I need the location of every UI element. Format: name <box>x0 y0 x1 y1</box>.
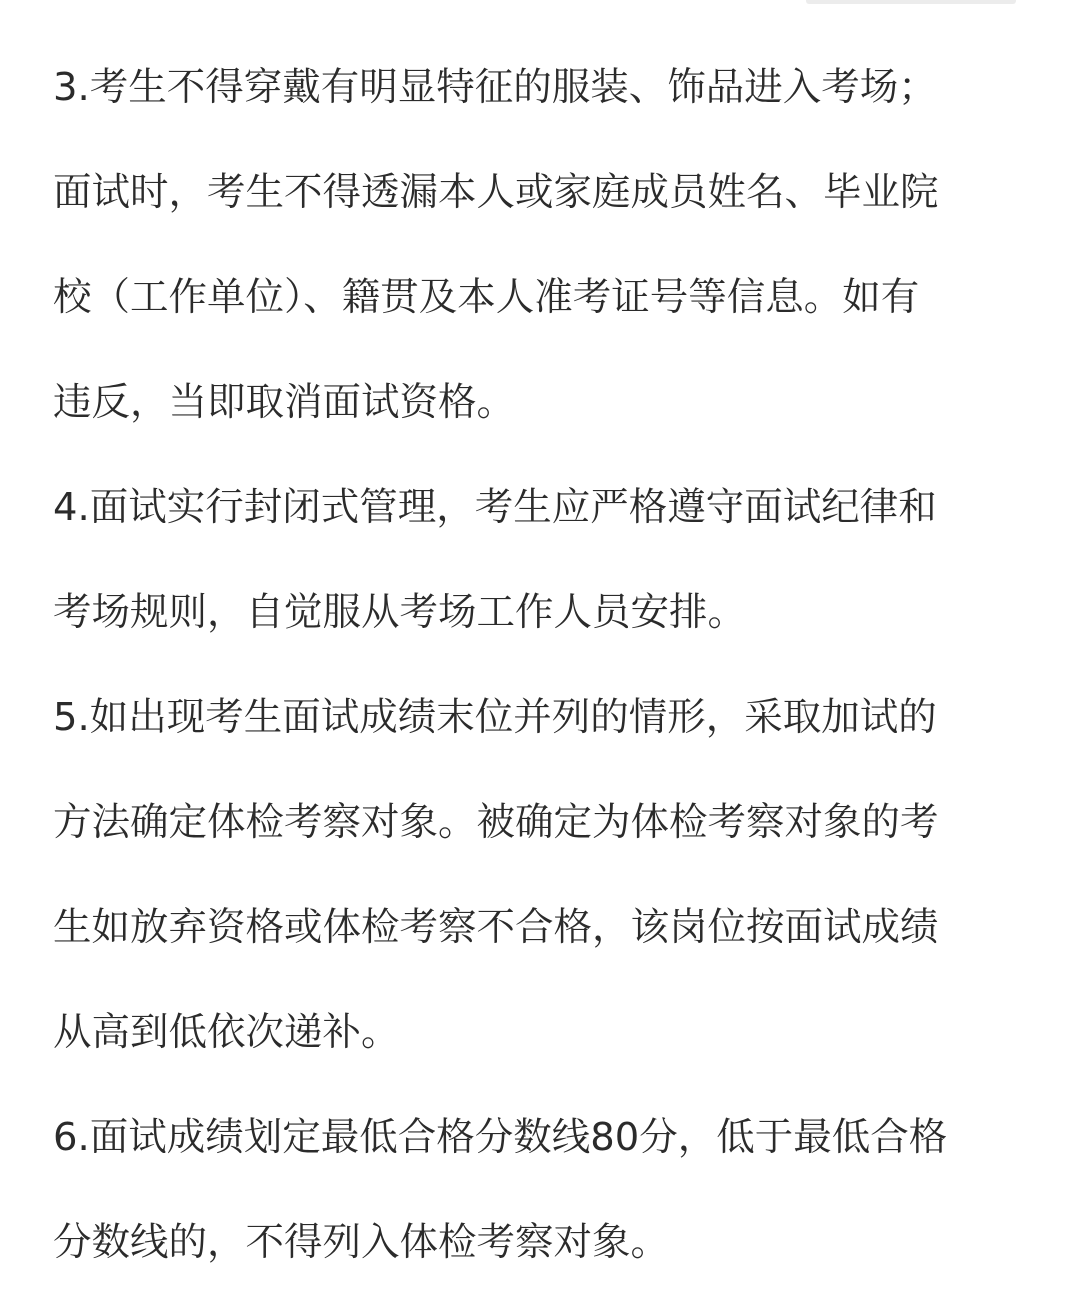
text-line: 从高到低依次递补。 <box>53 1010 400 1055</box>
text-line: 校（工作单位）、籍贯及本人准考证号等信息。如有 <box>53 275 920 320</box>
text-line: 面试时，考生不得透漏本人或家庭成员姓名、毕业院 <box>53 170 939 215</box>
text-line: 4.面试实行封闭式管理，考生应严格遵守面试纪律和 <box>53 485 937 530</box>
paragraph-rule-3 <box>53 35 1028 455</box>
paragraph-rule-5 <box>53 665 1028 1085</box>
paragraph-rule-4 <box>53 455 1028 665</box>
text-line: 5.如出现考生面试成绩末位并列的情形，采取加试的 <box>53 695 937 740</box>
text-line: 3.考生不得穿戴有明显特征的服装、饰品进入考场； <box>53 65 937 110</box>
text-line: 6.面试成绩划定最低合格分数线80分，低于最低合格 <box>53 1115 948 1160</box>
text-line: 分数线的，不得列入体检考察对象。 <box>53 1220 670 1265</box>
article-body <box>53 35 1028 1295</box>
text-line: 违反，当即取消面试资格。 <box>53 380 516 425</box>
text-line: 生如放弃资格或体检考察不合格，该岗位按面试成绩 <box>53 905 939 950</box>
text-line: 考场规则，自觉服从考场工作人员安排。 <box>53 590 747 635</box>
text-line: 方法确定体检考察对象。被确定为体检考察对象的考 <box>53 800 939 845</box>
scroll-indicator <box>806 0 1016 4</box>
paragraph-rule-6 <box>53 1085 1028 1295</box>
